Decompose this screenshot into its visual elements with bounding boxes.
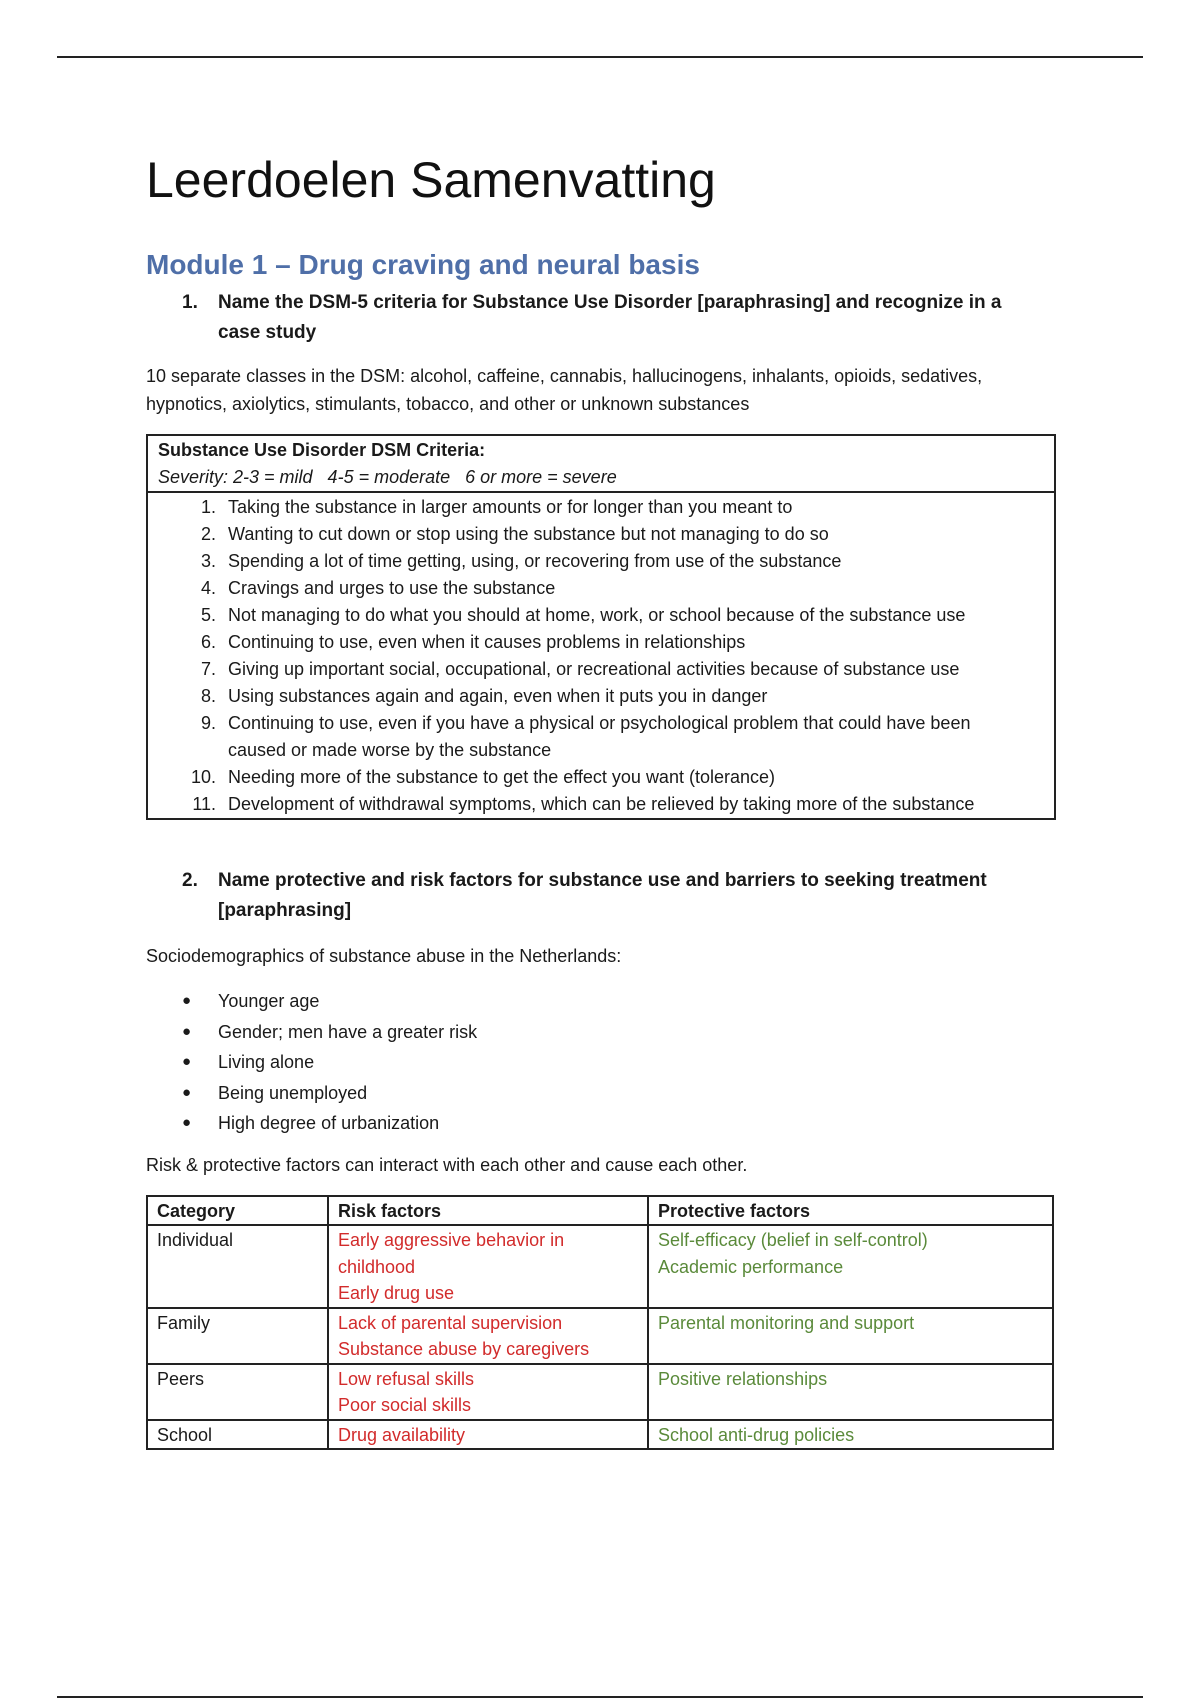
risk-factor: Early drug use <box>338 1283 455 1303</box>
dsm-severity-line: Severity: 2-3 = mild 4-5 = moderate 6 or more = severe <box>158 467 617 487</box>
risk-factor: Drug availability <box>338 1424 466 1445</box>
protective-cell <box>648 1308 1053 1364</box>
criterion-number: 6. <box>200 632 216 652</box>
header-risk: Risk factors <box>328 1196 648 1226</box>
category-cell: Individual <box>147 1225 328 1308</box>
list-item <box>146 1047 1056 1078</box>
list-item <box>146 986 1056 1017</box>
criterion-text: Continuing to use, even if you have a physical or psychological problem that could have been caused or made worse by the substance <box>228 713 971 760</box>
risk-cell <box>328 1225 648 1308</box>
learning-objective-2 <box>146 866 1056 926</box>
objective-text: Name the DSM-5 criteria for Substance Use Disorder [paraphrasing] and recognize in a case study <box>218 292 1002 343</box>
dsm-criterion <box>158 683 1044 710</box>
criterion-number: 3. <box>200 551 216 571</box>
dsm-criterion <box>158 494 1044 521</box>
table-row <box>147 1225 1053 1308</box>
risk-cell <box>328 1308 648 1364</box>
criterion-number: 1. <box>200 497 216 517</box>
interaction-paragraph: Risk & protective factors can interact with each other and cause each other. <box>146 1154 748 1175</box>
criterion-number: 8. <box>200 686 216 706</box>
criterion-number: 11. <box>192 794 216 814</box>
protective-factor: Positive relationships <box>658 1368 828 1389</box>
header-protective: Protective factors <box>648 1196 1053 1226</box>
dsm-criterion <box>158 710 1044 764</box>
criterion-text: Continuing to use, even when it causes problems in relationships <box>228 632 746 652</box>
header-category: Category <box>147 1196 328 1226</box>
list-item <box>146 1017 1056 1048</box>
bullet-text: Living alone <box>218 1052 315 1072</box>
risk-factor: Early aggressive behavior in <box>338 1230 565 1250</box>
dsm-criteria-box <box>146 434 1056 820</box>
criterion-text: Using substances again and again, even when it puts you in danger <box>228 686 768 706</box>
criterion-text: Development of withdrawal symptoms, which can be relieved by taking more of the substance <box>228 794 975 814</box>
risk-cell <box>328 1420 648 1450</box>
list-item <box>146 1108 1056 1139</box>
dsm-criterion <box>158 575 1044 602</box>
protective-cell <box>648 1225 1053 1308</box>
category-cell: Peers <box>147 1364 328 1420</box>
criterion-number: 10. <box>190 767 216 787</box>
criterion-text: Taking the substance in larger amounts or for longer than you meant to <box>228 497 793 517</box>
bullet-icon: ● <box>182 1022 192 1040</box>
dsm-criterion <box>158 791 1044 818</box>
protective-factor: Academic performance <box>658 1256 844 1277</box>
table-row <box>147 1420 1053 1450</box>
dsm-criteria-list <box>148 493 1054 818</box>
dsm-box-header <box>148 436 1054 493</box>
dsm-criterion <box>158 521 1044 548</box>
criterion-number: 4. <box>200 578 216 598</box>
protective-factor: Self-efficacy (belief in self-control) <box>658 1230 928 1250</box>
category-cell: School <box>147 1420 328 1450</box>
protective-factor: School anti-drug policies <box>658 1424 855 1445</box>
bullet-text: Gender; men have a greater risk <box>218 1021 478 1042</box>
criterion-number: 7. <box>200 659 216 679</box>
criterion-text: Needing more of the substance to get the effect you want (tolerance) <box>228 767 775 787</box>
protective-factor: Parental monitoring and support <box>658 1312 915 1333</box>
objective-number: 1. <box>182 292 198 313</box>
module-heading: Module 1 – Drug craving and neural basis <box>146 249 700 280</box>
criterion-text: Cravings and urges to use the substance <box>228 578 556 598</box>
bullet-text: Younger age <box>218 991 320 1011</box>
sociodemographics-intro: Sociodemographics of substance abuse in the Netherlands: <box>146 946 622 966</box>
dsm-box-heading: Substance Use Disorder DSM Criteria: <box>158 440 486 460</box>
dsm-criterion <box>158 764 1044 791</box>
dsm-criterion <box>158 629 1044 656</box>
table-row <box>147 1308 1053 1364</box>
risk-protective-table <box>146 1195 1054 1451</box>
bullet-icon: ● <box>182 992 192 1009</box>
bullet-icon: ● <box>182 1083 192 1101</box>
criterion-text: Not managing to do what you should at home, work, or school because of the substance use <box>228 605 966 625</box>
risk-factor: childhood <box>338 1256 416 1277</box>
dsm-criterion <box>158 548 1044 575</box>
risk-factor: Substance abuse by caregivers <box>338 1339 590 1359</box>
bullet-text: High degree of urbanization <box>218 1113 440 1133</box>
bullet-icon: ● <box>182 1114 192 1131</box>
risk-factor: Poor social skills <box>338 1395 472 1415</box>
top-rule <box>57 56 1143 58</box>
criterion-number: 2. <box>200 524 216 544</box>
risk-factor: Low refusal skills <box>338 1368 475 1389</box>
criterion-text: Spending a lot of time getting, using, or recovering from use of the substance <box>228 551 842 571</box>
list-item <box>146 1078 1056 1109</box>
learning-objective-1 <box>146 288 1056 348</box>
objective-text: Name protective and risk factors for substance use and barriers to seeking treatment [paraphrasing] <box>218 870 987 921</box>
bottom-rule <box>57 1696 1143 1698</box>
objective-number: 2. <box>182 870 198 891</box>
dsm-criterion <box>158 602 1044 629</box>
sociodemographics-list <box>146 986 1056 1139</box>
document-page <box>146 150 1056 1450</box>
substance-classes-paragraph: 10 separate classes in the DSM: alcohol, caffeine, cannabis, hallucinogens, inhalants, opioids, sedatives, hypnotics, axiolytics, stimulants, tobacco, and other or unknown substances <box>146 366 983 414</box>
risk-factor: Lack of parental supervision <box>338 1312 563 1333</box>
criterion-number: 5. <box>200 605 216 625</box>
table-row <box>147 1364 1053 1420</box>
bullet-icon: ● <box>182 1053 192 1070</box>
table-header-row <box>147 1196 1053 1226</box>
protective-cell <box>648 1420 1053 1450</box>
protective-cell <box>648 1364 1053 1420</box>
criterion-number: 9. <box>200 713 216 733</box>
criterion-text: Giving up important social, occupational, or recreational activities because of substance use <box>228 659 960 679</box>
bullet-text: Being unemployed <box>218 1082 368 1103</box>
risk-cell <box>328 1364 648 1420</box>
dsm-criterion <box>158 656 1044 683</box>
category-cell: Family <box>147 1308 328 1364</box>
criterion-text: Wanting to cut down or stop using the substance but not managing to do so <box>228 524 829 544</box>
document-title: Leerdoelen Samenvatting <box>146 152 716 208</box>
